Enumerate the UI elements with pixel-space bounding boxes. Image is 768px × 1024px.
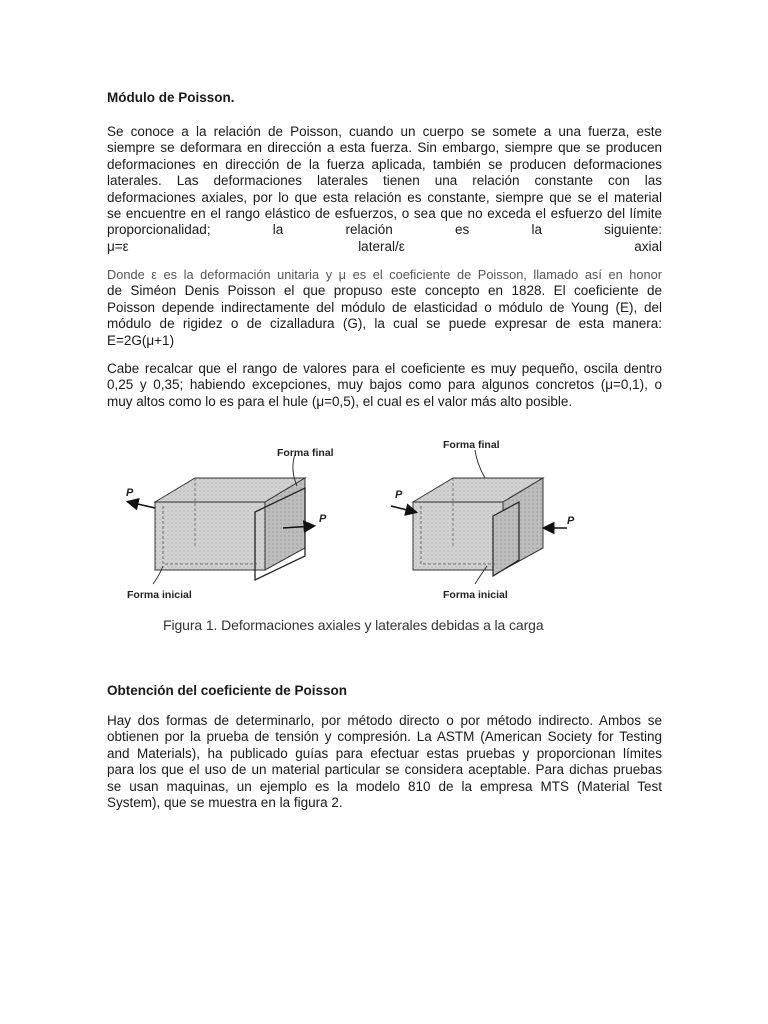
text-line: deformaciones en dirección de la fuerza aplicada, también se producen deformaciones (107, 156, 662, 172)
text-line: Donde ε es la deformación unitaria y μ es el coeficiente de Poisson, llamado así en honor (107, 267, 662, 282)
word: la (531, 222, 542, 238)
right-box-diagram (391, 439, 575, 601)
paragraph-3 (107, 361, 662, 410)
paragraph-4 (107, 713, 662, 811)
word: siguiente: (604, 222, 662, 238)
paragraph-2 (107, 267, 662, 349)
poisson-formula (107, 239, 662, 255)
left-box-diagram (126, 447, 334, 601)
word: es (454, 222, 470, 238)
text-line: laterales. Las deformaciones laterales tienen una relación constante con las (107, 173, 662, 189)
text-line: se encuentre en el rango elástico de esfuerzos, o sea que no exceda el esfuerzo del límite (107, 206, 662, 222)
initial-shape-label: Forma inicial (127, 589, 192, 601)
text-line: Poisson depende indirectamente del módulo de elasticidad o módulo de Young (E), del (107, 299, 662, 315)
text-line: Se conoce a la relación de Poisson, cuando un cuerpo se somete a una fuerza, este (107, 124, 662, 139)
force-arrow-left (391, 506, 415, 512)
word: relación (345, 222, 393, 238)
force-label: P (395, 489, 403, 501)
section-title: Módulo de Poisson. (107, 90, 235, 105)
formula-part: lateral/ε (358, 238, 405, 254)
text-line: deformaciones axiales, por lo que esta relación es constante, siempre que se el material (107, 189, 662, 205)
text-line (107, 222, 662, 238)
force-arrow-left (129, 502, 155, 508)
initial-shape-label: Forma inicial (443, 589, 508, 601)
text-line: se usan maquinas, un ejemplo es la modelo 810 de la empresa MTS (Material Test (107, 778, 662, 794)
text-line: muy altos como lo es para el hule (μ=0,5), el cual es el valor más alto posible. (107, 393, 573, 409)
final-shape-label: Forma final (277, 447, 334, 459)
deformation-figure (115, 430, 595, 640)
force-label: P (319, 513, 327, 525)
formula-part: μ=ε (107, 238, 129, 254)
section-title: Obtención del coeficiente de Poisson (107, 683, 348, 698)
text-line: Hay dos formas de determinarlo, por método directo o por método indirecto. Ambos se (107, 713, 662, 728)
force-label: P (126, 487, 134, 499)
text-line: Cabe recalcar que el rango de valores para el coeficiente es muy pequeño, oscila dentro (107, 361, 662, 376)
text-line: 0,25 y 0,35; habiendo excepciones, muy bajos como para algunos concretos (μ=0,1), o (107, 377, 662, 393)
text-line: E=2G(μ+1) (107, 332, 175, 348)
text-line: siempre se deformara en dirección a esta fuerza. Sin embargo, siempre que se producen (107, 140, 662, 156)
final-shape-label: Forma final (443, 439, 500, 451)
text-line: System), que se muestra en la figura 2. (107, 795, 343, 811)
paragraph-1 (107, 124, 662, 255)
figure-caption: Figura 1. Deformaciones axiales y laterales debidas a la carga (163, 617, 544, 633)
text-line: and Materials), ha publicado guías para efectuar estas pruebas y proporcionan límites (107, 745, 662, 761)
word: proporcionalidad; (107, 222, 211, 238)
force-label: P (567, 515, 575, 527)
word: la (272, 222, 284, 238)
text-line: módulo de rigidez o de cizalladura (G), la cual se puede expresar de esta manera: (107, 316, 662, 332)
text-line: de Siméon Denis Poisson el que propuso este concepto en 1828. El coeficiente de (107, 283, 662, 299)
text-line: para los que el uso de un material particular se considera aceptable. Para dichas pruebas (107, 762, 662, 778)
formula-part: axial (634, 238, 662, 254)
text-line: obtienen por la prueba de tensión y compresión. La ASTM (American Society for Testing (107, 729, 662, 745)
